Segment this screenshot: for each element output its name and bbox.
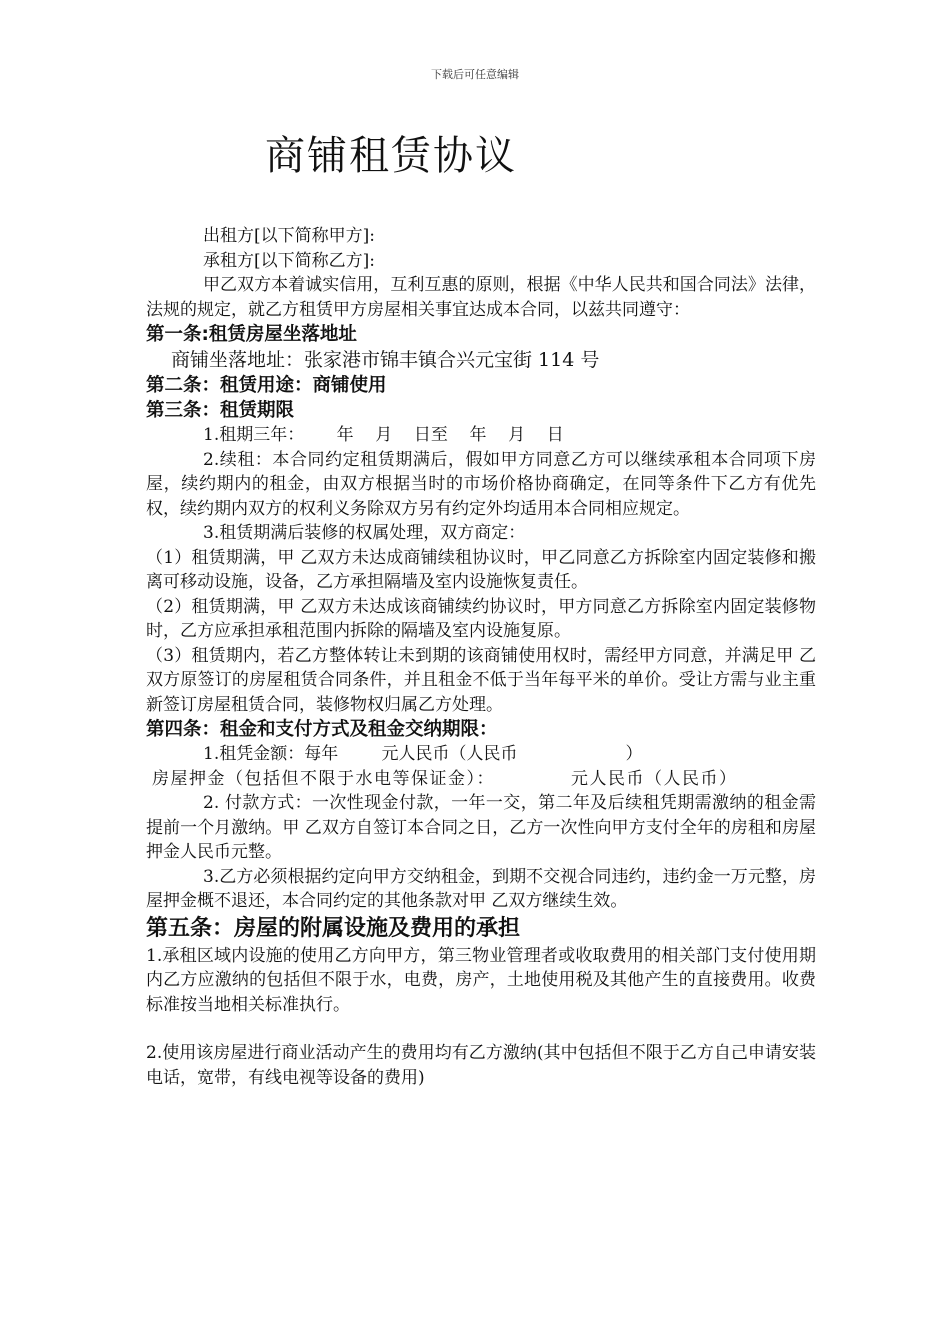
facility-fee-clause: 1.承租区域内设施的使用乙方向甲方，第三物业管理者或收取费用的相关部门支付使用期内乙方应激纳的包括但不限于水，电费，房产，土地使用税及其他产生的直接费用。收费标准按当地相关标准执行。: [146, 945, 816, 1015]
section-1-heading: 第一条:租赁房屋坐落地址: [146, 324, 357, 345]
document-title: 商铺租赁协议: [265, 133, 517, 179]
deposit-amount: 房屋押金（包括但不限于水电等保证金）： 元人民币（人民币）: [152, 768, 738, 789]
document-body: [146, 224, 816, 1090]
section-2-heading: 第二条：租赁用途：商铺使用: [146, 375, 387, 396]
payment-method: 2. 付款方式：一次性现金付款，一年一交，第二年及后续租凭期需激纳的租金需提前一个月激纳。甲 乙双方自签订本合同之日，乙方一次性向甲方支付全年的房租和房屋押金人民币元整。: [146, 793, 816, 862]
lessor-line: 出租方[以下简称甲方]:: [203, 226, 375, 246]
late-payment-clause: 3.乙方必须根据约定向甲方交纳租金，到期不交视合同违约，违约金一万元整，房屋押金概不退还，本合同约定的其他条款对甲 乙双方继续生效。: [146, 866, 816, 911]
decoration-item-2: （2）租赁期满，甲 乙双方未达成该商铺续约协议时，甲方同意乙方拆除室内固定装修物时，乙方应承担承租范围内拆除的隔墙及室内设施复原。: [146, 596, 816, 641]
rent-amount: 1.租凭金额：每年 元人民币（人民币 ）: [203, 744, 643, 764]
section-4-heading: 第四条：租金和支付方式及租金交纳期限：: [146, 719, 498, 740]
decoration-clause: 3.租赁期满后装修的权属处理，双方商定：: [203, 523, 526, 543]
decoration-item-1: （1）租赁期满，甲 乙双方未达成商铺续租协议时，甲乙同意乙方拆除室内固定装修和搬离可移动设施，设备，乙方承担隔墙及室内设施恢复责任。: [146, 547, 816, 592]
section-5-heading: 第五条：房屋的附属设施及费用的承担: [146, 915, 521, 941]
shop-address: 商铺坐落地址：张家港市锦丰镇合兴元宝街 114 号: [171, 349, 600, 371]
page-header-note: 下载后可任意编辑: [431, 68, 519, 81]
lease-term: 1.租期三年： 年 月 日至 年 月 日: [203, 425, 564, 445]
renewal-clause: 2.续租：本合同约定租赁期满后，假如甲方同意乙方可以继续承租本合同项下房屋，续约期内的租金，由双方根据当时的市场价格协商确定，在同等条件下乙方有优先权，续约期内双方的权利义务除双方另有约定外均适用本合同相应规定。: [146, 449, 816, 519]
decoration-item-3: （3）租赁期内，若乙方整体转让未到期的该商铺使用权时，需经甲方同意，并满足甲 乙双方原签订的房屋租赁合同条件，并且租金不低于当年每平米的单价。受让方需与业主重新签订房屋租赁合同，装修物权归属乙方处理。: [146, 645, 816, 715]
spacer: [146, 1017, 816, 1041]
lessee-line: 承租方[以下简称乙方]:: [203, 250, 375, 271]
business-fee-clause: 2.使用该房屋进行商业活动产生的费用均有乙方激纳(其中包括但不限于乙方自己申请安装电话，宽带，有线电视等设备的费用): [146, 1043, 816, 1088]
intro-paragraph: 甲乙双方本着诚实信用，互利互惠的原则，根据《中华人民共和国合同法》法律，法规的规定，就乙方租赁甲方房屋相关事宜达成本合同，以兹共同遵守：: [146, 275, 816, 320]
section-3-heading: 第三条：租赁期限: [146, 400, 295, 421]
